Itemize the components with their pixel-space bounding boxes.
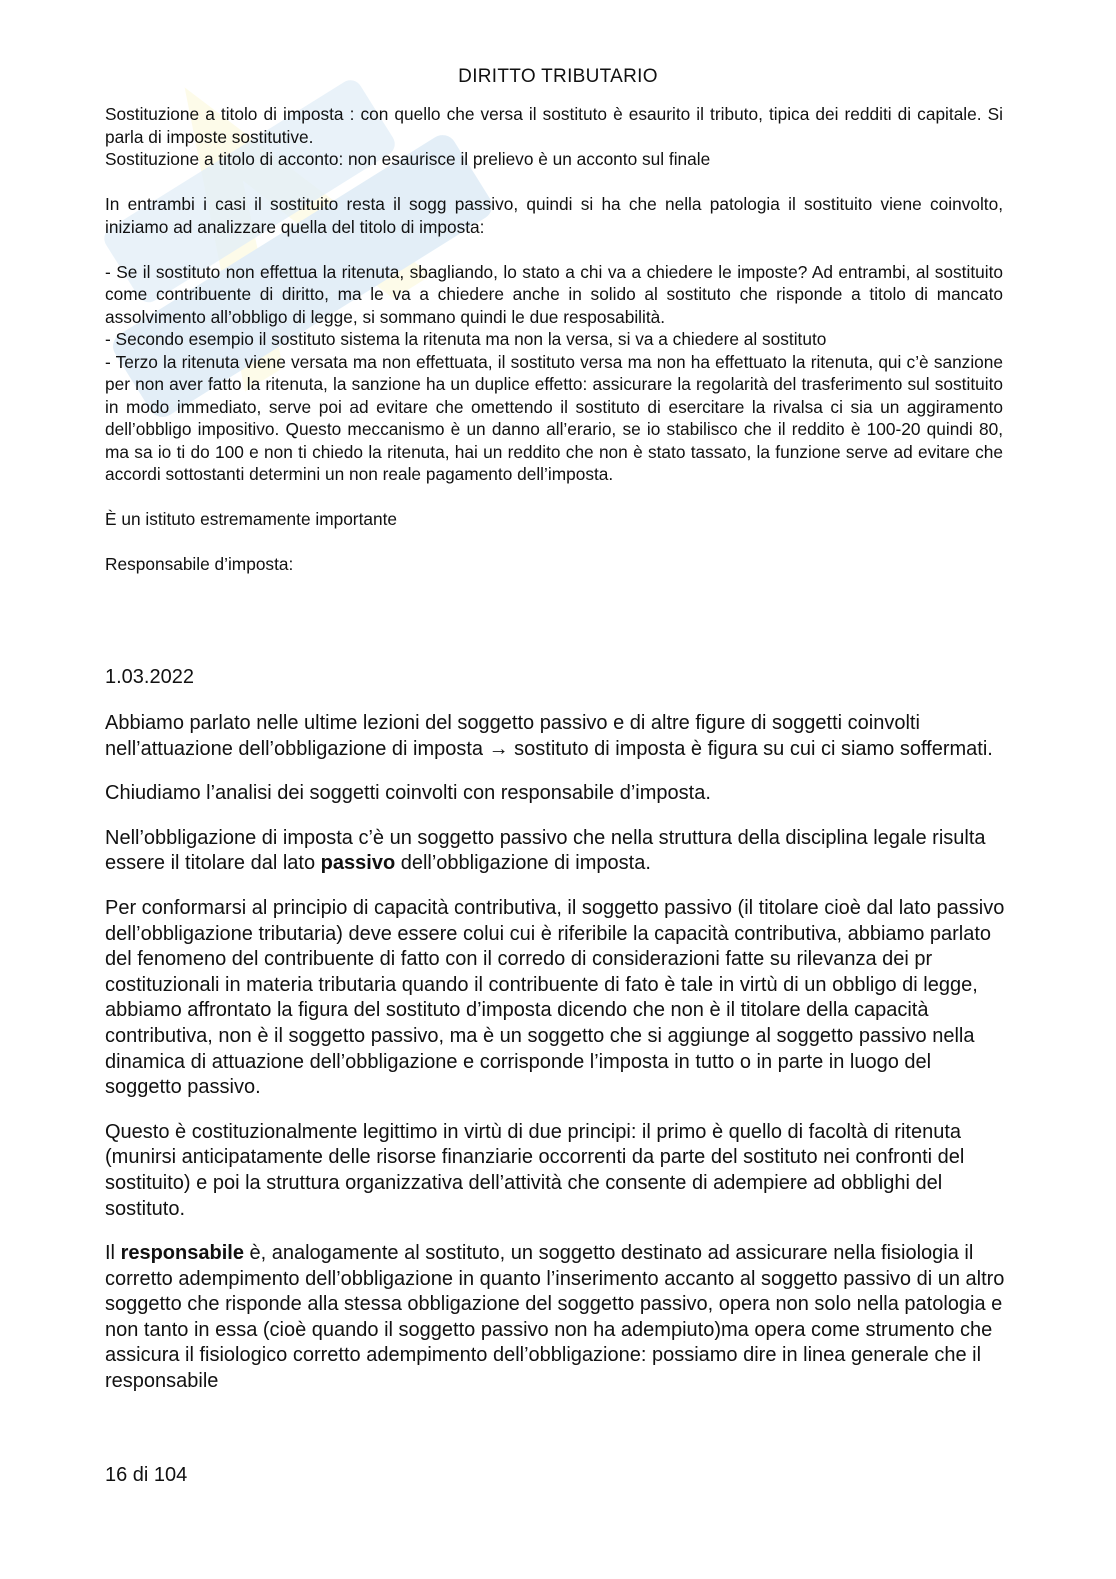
paragraph-responsabile-heading: Responsabile d’imposta: bbox=[105, 554, 294, 574]
paragraph-ultime-lezioni: Abbiamo parlato nelle ultime lezioni del soggetto passivo e di altre figure di soggetti coinvolti nell’attuazione dell’obbligazione di imposta → sostituto di imposta è figura su cui ci siamo soffermati. bbox=[105, 712, 993, 760]
lecture-date: 1.03.2022 bbox=[105, 666, 194, 688]
paragraph-costituzionalmente-legittimo: Questo è costituzionalmente legittimo in virtù di due principi: il primo è quello di facoltà di ritenuta (munirsi anticipatamente delle risorse finanziarie occorrenti da parte del sostituto nei confronti del sostituito) e poi la struttura organizzativa dell’attività che consente di adempiere ad obblighi del sostituto. bbox=[105, 1120, 965, 1220]
paragraph-istituto-importante: È un istituto estremamente importante bbox=[105, 509, 398, 529]
paragraph-responsabile bbox=[105, 1241, 1010, 1395]
text-passivo-bold: passivo bbox=[320, 852, 396, 875]
page-number: 16 di 104 bbox=[105, 1464, 188, 1486]
text-soggetto-passivo-start: Nell’obbligazione di imposta c’è un soggetto passivo che nella struttura della disciplina legale risulta essere il titolare dal lato bbox=[105, 826, 986, 875]
text-esempio-secondo: - Secondo esempio il sostituto sistema la ritenuta ma non la versa, si va a chiedere al sostituto bbox=[105, 329, 827, 349]
notes-section-2 bbox=[105, 711, 1010, 1395]
text-responsabile-start: Il bbox=[105, 1242, 121, 1265]
text-responsabile-end: è, analogamente al sostituto, un soggetto destinato ad assicurare nella fisiologia il corretto adempimento dell’obbligazione in quanto l’inserimento accanto al soggetto passivo di un altro soggetto che risponde alla stessa obbligazione del soggetto passivo, opera non solo nella patologia e non tanto in essa (cioè quando il soggetto passivo non ha adempiuto)ma opera come strumento che assicura il fisiologico corretto adempimento dell’obbligazione: possiamo dire in linea generale che il responsabile bbox=[105, 1242, 1005, 1393]
text-soggetto-passivo-end: dell’obbligazione di imposta. bbox=[395, 852, 651, 875]
notes-section-1 bbox=[105, 103, 1003, 598]
page-title: DIRITTO TRIBUTARIO bbox=[458, 66, 658, 87]
paragraph-chiudiamo-analisi: Chiudiamo l’analisi dei soggetti coinvolti con responsabile d’imposta. bbox=[105, 782, 711, 805]
paragraph-entrambi-casi: In entrambi i casi il sostituito resta il sogg passivo, quindi si ha che nella patologia il sostituito viene coinvolto, iniziamo ad analizzare quella del titolo di imposta: bbox=[105, 194, 1003, 237]
text-sostituzione-titolo-imposta: Sostituzione a titolo di imposta : con quello che versa il sostituto è esaurito il tributo, tipica dei redditi di capitale. Si parla di imposte sostitutive. bbox=[105, 104, 1003, 147]
text-esempio-primo: - Se il sostituto non effettua la ritenuta, sbagliando, lo stato a chi va a chiedere le imposte? Ad entrambi, al sostituito come contribuente di diritto, ma le va a chiedere anche in solido al sostituto che risponde a titolo di mancato assolvimento all’obbligo di legge, si sommano quindi le due resposabilità. bbox=[105, 261, 1003, 327]
text-responsabile-bold: responsabile bbox=[120, 1242, 244, 1265]
paragraph-soggetto-passivo bbox=[105, 826, 1010, 877]
text-sostituzione-titolo-acconto: Sostituzione a titolo di acconto: non esaurisce il prelievo è un acconto sul finale bbox=[105, 149, 711, 169]
paragraph-esempi bbox=[105, 261, 1003, 486]
text-esempio-terzo: - Terzo la ritenuta viene versata ma non effettuata, il sostituto versa ma non ha effettuato la ritenuta, qui c’è sanzione per non aver fatto la ritenuta, la sanzione ha un duplice effetto: assicurare la regolarità del trasferimento sul sostituito in modo immediato, serve poi ad evitare che omettendo il sostituto di esercitare la rivalsa ci sia un aggiramento dell’obbligo impositivo. Questo meccanismo è un danno all’erario, se io stabilisco che il reddito è 100-20 quindi 80, ma sa io ti do 100 e non ti chiedo la ritenuta, hai un reddito che non è stato tassato, la funzione serve ad evitare che accordi sottostanti determini un non reale pagamento dell’imposta. bbox=[105, 351, 1003, 484]
paragraph-capacita-contributiva: Per conformarsi al principio di capacità contributiva, il soggetto passivo (il titolare cioè dal lato passivo dell’obbligazione tributaria) deve essere colui cui è riferibile la capacità contributiva, abbiamo parlato del fenomeno del contribuente di fatto con il corredo di considerazioni fatte su rilevanza dei pr costituzionali in materia tributaria quando il contribuente di fato è tale in virtù di un obbligo di legge, abbiamo affrontato la figura del sostituto d’imposta dicendo che non è il titolare della capacità contributiva, non è il soggetto passivo, ma è un soggetto che si aggiunge al soggetto passivo nella dinamica di attuazione dell’obbligazione e corrisponde l’imposta in tutto o in parte in luogo del soggetto passivo. bbox=[105, 896, 1005, 1099]
paragraph-sostituzione-imposta bbox=[105, 103, 1003, 171]
